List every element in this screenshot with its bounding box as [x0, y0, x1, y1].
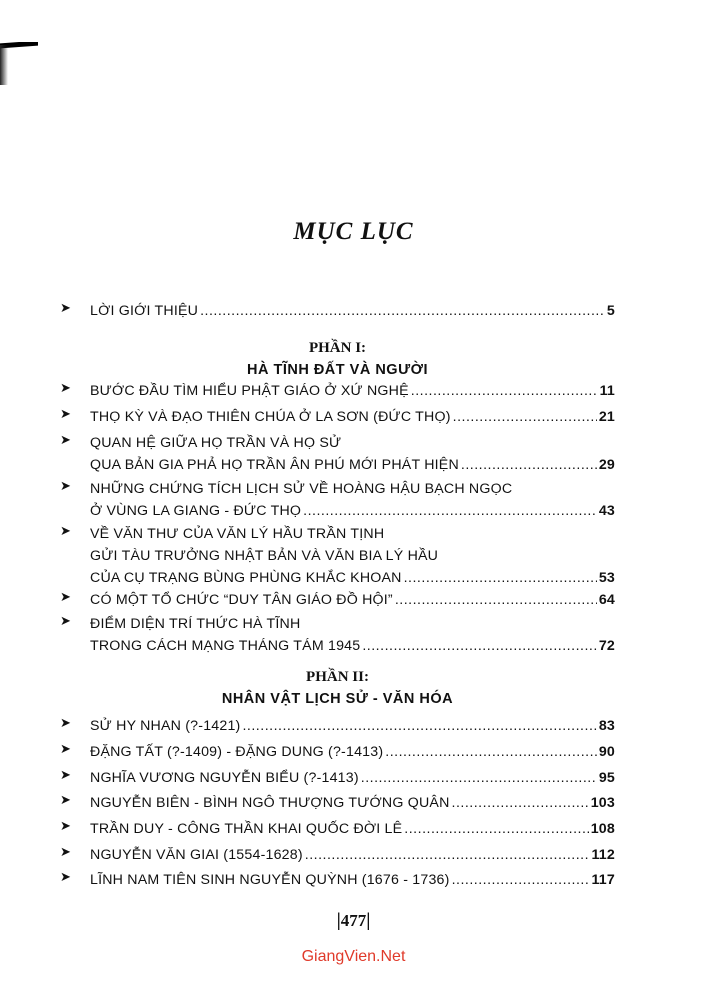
- toc-entry[interactable]: [60, 767, 615, 789]
- part-subtitle: NHÂN VẬT LỊCH SỬ - VĂN HÓA: [221, 691, 454, 707]
- toc-entry[interactable]: [60, 818, 615, 840]
- toc-entry-text: NGHĨA VƯƠNG NGUYỄN BIỂU (?-1413): [90, 770, 359, 786]
- folio-bracket-left: |: [336, 910, 341, 931]
- toc-entry[interactable]: [60, 844, 615, 866]
- toc-page-number: 83: [598, 718, 615, 734]
- folio-bracket-right: |: [366, 910, 371, 931]
- toc-page-number: 11: [599, 383, 615, 399]
- toc-page-number: 21: [598, 409, 615, 425]
- arrowhead-bullet-icon: ➤: [60, 818, 72, 833]
- toc-entry[interactable]: [60, 792, 615, 814]
- toc-entry-text: CỦA CỤ TRẠNG BÙNG PHÙNG KHẮC KHOAN: [90, 570, 402, 586]
- toc-page-number: 108: [590, 821, 615, 837]
- toc-page-number: 5: [606, 303, 615, 319]
- arrowhead-bullet-icon: ➤: [60, 432, 72, 447]
- leader-dots: [404, 818, 588, 840]
- toc-entry[interactable]: [60, 613, 615, 657]
- toc-page-number: 90: [598, 744, 615, 760]
- toc-page-number: 72: [598, 638, 615, 654]
- leader-dots: [362, 635, 596, 657]
- leader-dots: [385, 741, 597, 763]
- toc-entry[interactable]: [60, 406, 615, 428]
- page-folio: [0, 910, 707, 932]
- leader-dots: [303, 500, 597, 522]
- leader-dots: [361, 767, 597, 789]
- arrowhead-bullet-icon: ➤: [60, 741, 72, 756]
- toc-entry-text: LĨNH NAM TIÊN SINH NGUYỄN QUỲNH (1676 - 1736): [90, 872, 450, 888]
- part-heading-1: [60, 337, 615, 381]
- leader-dots: [200, 300, 605, 322]
- part-label: PHẦN II:: [306, 669, 369, 685]
- toc-entry-text: NHỮNG CHỨNG TÍCH LỊCH SỬ VỀ HOÀNG HẬU BẠCH NGỌC: [90, 481, 513, 497]
- scan-corner-mark: [0, 42, 40, 88]
- toc-entry-text: TRONG CÁCH MẠNG THÁNG TÁM 1945: [90, 638, 361, 654]
- toc-entry-text: LỜI GIỚI THIỆU: [90, 303, 199, 319]
- toc-entry-text: NGUYỄN VĂN GIAI (1554-1628): [90, 847, 303, 863]
- folio-number: 477: [340, 911, 367, 930]
- toc-entry-text: Ở VÙNG LA GIANG - ĐỨC THỌ: [90, 503, 302, 519]
- toc-entry-intro[interactable]: [60, 300, 615, 322]
- toc-entry-text: BƯỚC ĐẦU TÌM HIỂU PHẬT GIÁO Ở XỨ NGHỆ: [90, 383, 409, 399]
- toc-entry-text: CÓ MỘT TỔ CHỨC “DUY TÂN GIÁO ĐỒ HỘI”: [90, 592, 393, 608]
- toc-page-number: 112: [591, 847, 615, 863]
- arrowhead-bullet-icon: ➤: [60, 589, 72, 604]
- arrowhead-bullet-icon: ➤: [60, 792, 72, 807]
- arrowhead-bullet-icon: ➤: [60, 869, 72, 884]
- toc-entry[interactable]: [60, 380, 615, 402]
- page-title: MỤC LỤC: [293, 218, 414, 245]
- part-subtitle: HÀ TĨNH ĐẤT VÀ NGƯỜI: [246, 362, 428, 378]
- leader-dots: [461, 454, 597, 476]
- leader-dots: [452, 869, 590, 891]
- toc-page-number: 43: [598, 503, 615, 519]
- toc-page-number: 53: [598, 570, 615, 586]
- toc-entry-text: ĐIỂM DIỆN TRÍ THỨC HÀ TĨNH: [90, 616, 301, 632]
- leader-dots: [242, 715, 596, 737]
- leader-dots: [305, 844, 590, 866]
- arrowhead-bullet-icon: ➤: [60, 478, 72, 493]
- toc-page-number: 117: [591, 872, 615, 888]
- toc-page-number: 64: [598, 592, 615, 608]
- leader-dots: [453, 406, 597, 428]
- toc-page-number: 29: [598, 457, 615, 473]
- arrowhead-bullet-icon: ➤: [60, 613, 72, 628]
- toc-entry-text: QUA BẢN GIA PHẢ HỌ TRẦN ÂN PHÚ MỚI PHÁT HIỆN: [90, 457, 459, 473]
- toc-entry-text: TRẦN DUY - CÔNG THẦN KHAI QUỐC ĐỜI LÊ: [90, 821, 403, 837]
- toc-entry-text: GỬI TÀU TRƯỞNG NHẬT BẢN VÀ VĂN BIA LÝ HẦU: [90, 548, 439, 564]
- toc-entry[interactable]: [60, 432, 615, 476]
- arrowhead-bullet-icon: ➤: [60, 844, 72, 859]
- leader-dots: [395, 589, 597, 611]
- toc-entry-text: SỬ HY NHAN (?-1421): [90, 718, 241, 734]
- arrowhead-bullet-icon: ➤: [60, 715, 72, 730]
- arrowhead-bullet-icon: ➤: [60, 767, 72, 782]
- toc-entry-text: THỌ KỲ VÀ ĐẠO THIÊN CHÚA Ở LA SƠN (ĐỨC THỌ): [90, 409, 451, 425]
- toc-entry-text: QUAN HỆ GIỮA HỌ TRẦN VÀ HỌ SỬ: [90, 435, 342, 451]
- toc-page-number: 95: [598, 770, 615, 786]
- leader-dots: [411, 380, 598, 402]
- part-label: PHẦN I:: [308, 340, 367, 356]
- arrowhead-bullet-icon: ➤: [60, 380, 72, 395]
- toc-entry[interactable]: [60, 523, 615, 589]
- toc-entry[interactable]: [60, 741, 615, 763]
- watermark-link[interactable]: GiangVien.Net: [301, 948, 406, 965]
- arrowhead-bullet-icon: ➤: [60, 300, 72, 315]
- arrowhead-bullet-icon: ➤: [60, 406, 72, 421]
- toc-entry[interactable]: [60, 869, 615, 891]
- toc-entry-text: VỀ VĂN THƯ CỦA VĂN LÝ HẦU TRẦN TỊNH: [90, 526, 385, 542]
- leader-dots: [452, 792, 589, 814]
- toc-entry[interactable]: [60, 715, 615, 737]
- toc-entry-text: NGUYỄN BIÊN - BÌNH NGÔ THƯỢNG TƯỚNG QUÂN: [90, 795, 450, 811]
- toc-entry-text: ĐẶNG TẤT (?-1409) - ĐẶNG DUNG (?-1413): [90, 744, 384, 760]
- toc-entry[interactable]: [60, 478, 615, 522]
- part-heading-2: [60, 666, 615, 710]
- toc-entry[interactable]: [60, 589, 615, 611]
- leader-dots: [404, 567, 597, 589]
- toc-page-number: 103: [590, 795, 615, 811]
- arrowhead-bullet-icon: ➤: [60, 523, 72, 538]
